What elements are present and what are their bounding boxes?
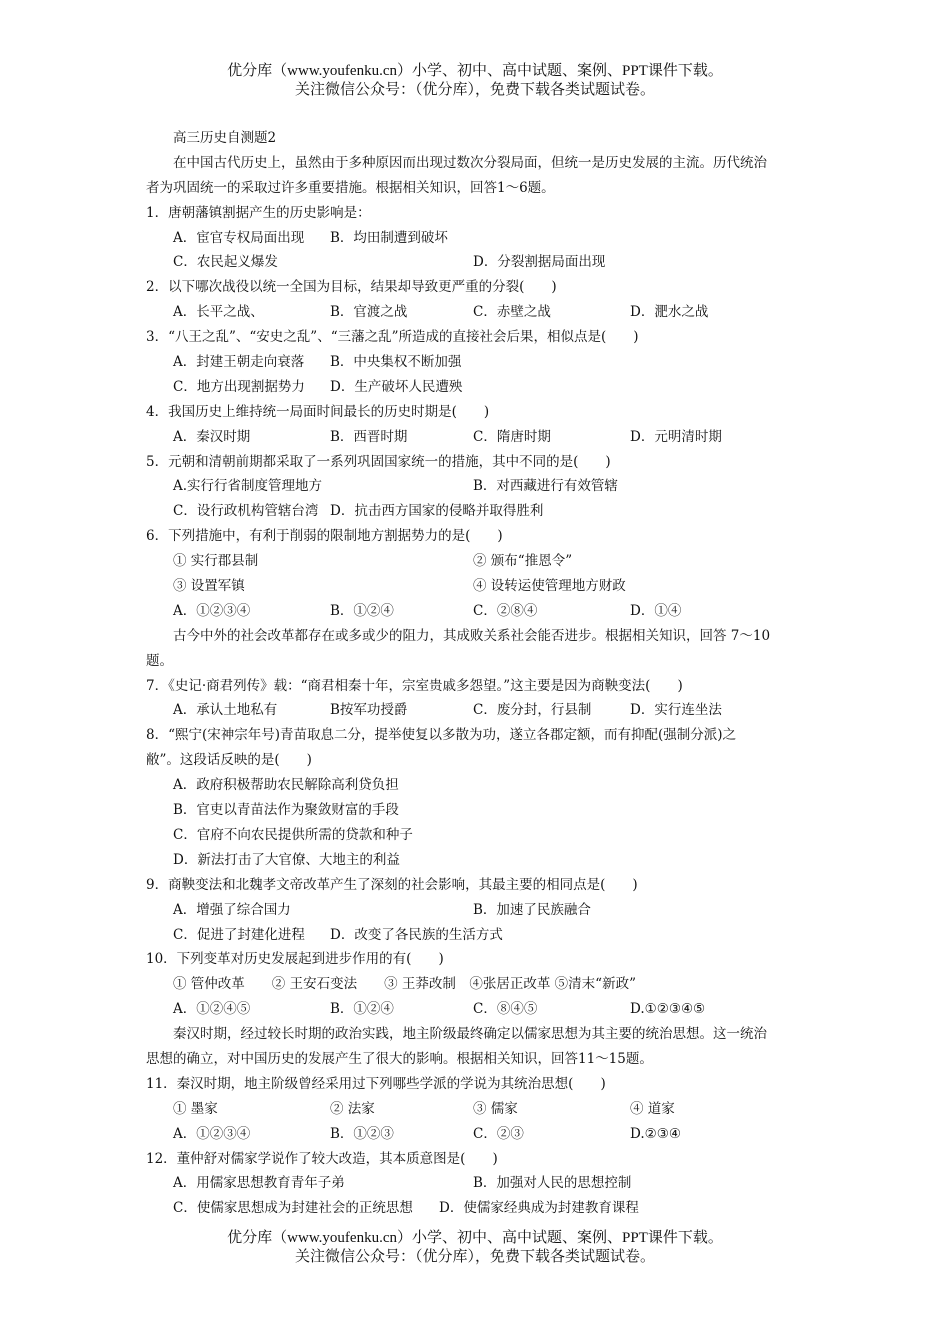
- q10-option-b: B．①②④: [330, 1001, 394, 1018]
- q6-item-3: ③ 设置军镇: [173, 578, 245, 595]
- q3-option-d: D．生产破坏人民遭殃: [330, 378, 463, 395]
- q6-option-b: B．①②④: [330, 602, 394, 619]
- question-12: 12．董仲舒对儒家学说作了较大改造，其本质意图是( ): [146, 1150, 498, 1167]
- q4-option-b: B．西晋时期: [330, 428, 408, 445]
- q11-item-3: ③ 儒家: [473, 1100, 518, 1117]
- q3-option-a: A．封建王朝走向衰落: [173, 354, 305, 371]
- q12-option-d: D．使儒家经典成为封建教育课程: [439, 1200, 639, 1217]
- question-5-options-row-1: [146, 474, 816, 499]
- question-11-items: [146, 1097, 816, 1122]
- q1-option-d: D．分裂割据局面出现: [473, 254, 606, 271]
- q1-option-c: C．农民起义爆发: [173, 254, 278, 271]
- question-1-options-row-1: [146, 226, 816, 251]
- footer-line-2: 关注微信公众号：（优分库），免费下载各类试题试卷。: [294, 1249, 655, 1265]
- question-11: 11．秦汉时期，地主阶级曾经采用过下列哪些学派的学说为其统治思想( ): [146, 1075, 606, 1092]
- q1-option-b: B．均田制遭到破坏: [330, 229, 448, 246]
- question-5-options-row-2: [146, 499, 816, 524]
- q10-option-d: D.①②③④⑤: [630, 1001, 706, 1018]
- q2-option-b: B．官渡之战: [330, 304, 408, 321]
- page-header: [0, 62, 950, 100]
- question-8-b: 敝”。这段话反映的是( ): [146, 752, 312, 769]
- q6-item-2: ② 颁布“推恩令”: [473, 553, 573, 570]
- q3-option-b: B．中央集权不断加强: [330, 354, 462, 371]
- question-9: 9．商鞅变法和北魏孝文帝改革产生了深刻的社会影响，其最主要的相同点是( ): [146, 876, 638, 893]
- q2-option-a: A．长平之战、: [173, 304, 264, 321]
- q6-item-1: ① 实行郡县制: [173, 553, 259, 570]
- q5-option-a: A.实行行省制度管理地方: [173, 478, 323, 495]
- intro-3-a: 秦汉时期，经过较长时期的政治实践，地主阶级最终确定以儒家思想为其主要的统治思想。这一统治: [173, 1026, 767, 1043]
- question-9-options-row-1: [146, 898, 816, 923]
- q11-item-4: ④ 道家: [630, 1100, 675, 1117]
- doc-title: 高三历史自测题2: [173, 130, 277, 146]
- q6-option-d: D．①④: [630, 602, 682, 619]
- q8-option-a: A．政府积极帮助农民解除高利贷负担: [173, 777, 399, 794]
- q8-option-d: D．新法打击了大官僚、大地主的利益: [173, 851, 400, 868]
- q7-option-c: C．废分封，行县制: [473, 702, 592, 719]
- q9-option-a: A．增强了综合国力: [173, 901, 291, 918]
- q8-option-b: B．官吏以青苗法作为聚敛财富的手段: [173, 802, 399, 819]
- question-5: 5．元朝和清朝前期都采取了一系列巩固国家统一的措施，其中不同的是( ): [146, 453, 611, 470]
- q2-option-d: D．淝水之战: [630, 304, 709, 321]
- q5-option-b: B．对西藏进行有效管辖: [473, 478, 618, 495]
- q6-option-c: C．②⑧④: [473, 602, 538, 619]
- intro-2-b: 题。: [146, 652, 173, 669]
- question-1-options-row-2: [146, 250, 816, 275]
- question-8-a: 8．“熙宁(宋神宗年号)青苗取息二分，提举使复以多散为功，遂立各郡定额，而有抑配(强制分派)之: [146, 727, 737, 744]
- question-4: 4．我国历史上维持统一局面时间最长的历史时期是( ): [146, 403, 490, 420]
- question-10: 10．下列变革对历史发展起到进步作用的有( ): [146, 951, 444, 968]
- intro-3-b: 思想的确立，对中国历史的发展产生了很大的影响。根据相关知识，回答11～15题。: [146, 1050, 653, 1067]
- question-10-options: [146, 997, 816, 1022]
- q3-option-c: C．地方出现割据势力: [173, 378, 305, 395]
- q4-option-d: D．元明清时期: [630, 428, 722, 445]
- question-6: 6．下列措施中，有利于削弱的限制地方割据势力的是( ): [146, 528, 503, 545]
- question-4-options: [146, 425, 816, 450]
- question-11-options: [146, 1122, 816, 1147]
- question-6-options: [146, 599, 816, 624]
- q11-option-a: A．①②③④: [173, 1125, 251, 1142]
- question-3-options-row-2: [146, 375, 816, 400]
- q6-option-a: A．①②③④: [173, 602, 251, 619]
- question-6-items-row-2: [146, 574, 816, 599]
- q7-option-d: D．实行连坐法: [630, 702, 722, 719]
- header-line-1: 优分库（www.youfenku.cn）小学、初中、高中试题、案例、PPT课件下载。: [227, 63, 723, 79]
- q4-option-a: A．秦汉时期: [173, 428, 251, 445]
- q12-option-a: A．用儒家思想教育青年子弟: [173, 1175, 345, 1192]
- header-line-2: 关注微信公众号：（优分库），免费下载各类试题试卷。: [294, 82, 655, 98]
- question-12-options-row-2: [146, 1196, 816, 1221]
- q8-option-c: C．官府不向农民提供所需的贷款和种子: [173, 826, 413, 843]
- intro-1-b: 者为巩固统一的采取过许多重要措施。根据相关知识，回答1～6题。: [146, 179, 555, 196]
- page-footer: [0, 1229, 950, 1267]
- q11-option-b: B．①②③: [330, 1125, 394, 1142]
- intro-1-a: 在中国古代历史上，虽然由于多种原因而出现过数次分裂局面，但统一是历史发展的主流。历代统治: [173, 154, 767, 171]
- question-7: 7．《史记·商君列传》载：“商君相秦十年，宗室贵戚多怨望。”这主要是因为商鞅变法( ): [146, 677, 683, 694]
- q9-option-d: D．改变了各民族的生活方式: [330, 926, 503, 943]
- question-3: 3．“八王之乱”、“安史之乱”、“三藩之乱”所造成的直接社会后果，相似点是( ): [146, 329, 639, 346]
- q10-items: ① 管仲改革 ② 王安石变法 ③ 王莽改制 ④张居正改革 ⑤清末“新政”: [173, 976, 636, 993]
- q11-option-c: C．②③: [473, 1125, 524, 1142]
- q11-item-2: ② 法家: [330, 1100, 375, 1117]
- q9-option-b: B．加速了民族融合: [473, 901, 591, 918]
- question-6-items-row-1: [146, 549, 816, 574]
- intro-2-a: 古今中外的社会改革都存在或多或少的阻力，其成败关系社会能否进步。根据相关知识，回答 7～10: [173, 627, 771, 644]
- q2-option-c: C．赤壁之战: [473, 304, 551, 321]
- question-7-options: [146, 698, 816, 723]
- q5-option-d: D．抗击西方国家的侵略并取得胜利: [330, 503, 544, 520]
- q6-item-4: ④ 设转运使管理地方财政: [473, 578, 626, 595]
- q10-option-a: A．①②④⑤: [173, 1001, 251, 1018]
- q11-option-d: D.②③④: [630, 1125, 681, 1142]
- question-2-options: [146, 300, 816, 325]
- q11-item-1: ① 墨家: [173, 1100, 218, 1117]
- q9-option-c: C．促进了封建化进程: [173, 926, 305, 943]
- question-12-options-row-1: [146, 1171, 816, 1196]
- q10-option-c: C．⑧④⑤: [473, 1001, 538, 1018]
- question-2: 2．以下哪次战役以统一全国为目标，结果却导致更严重的分裂( ): [146, 279, 557, 296]
- document-body: [146, 126, 816, 1221]
- question-1: 1．唐朝藩镇割据产生的历史影响是：: [146, 204, 371, 221]
- q12-option-b: B．加强对人民的思想控制: [473, 1175, 632, 1192]
- footer-line-1: 优分库（www.youfenku.cn）小学、初中、高中试题、案例、PPT课件下载。: [227, 1230, 723, 1246]
- q4-option-c: C．隋唐时期: [473, 428, 551, 445]
- q1-option-a: A．宦官专权局面出现: [173, 229, 305, 246]
- q5-option-c: C．设行政机构管辖台湾: [173, 503, 319, 520]
- question-9-options-row-2: [146, 923, 816, 948]
- q12-option-c: C．使儒家思想成为封建社会的正统思想: [173, 1200, 413, 1217]
- q7-option-a: A．承认土地私有: [173, 702, 278, 719]
- q7-option-b: B按军功授爵: [330, 702, 408, 719]
- question-3-options-row-1: [146, 350, 816, 375]
